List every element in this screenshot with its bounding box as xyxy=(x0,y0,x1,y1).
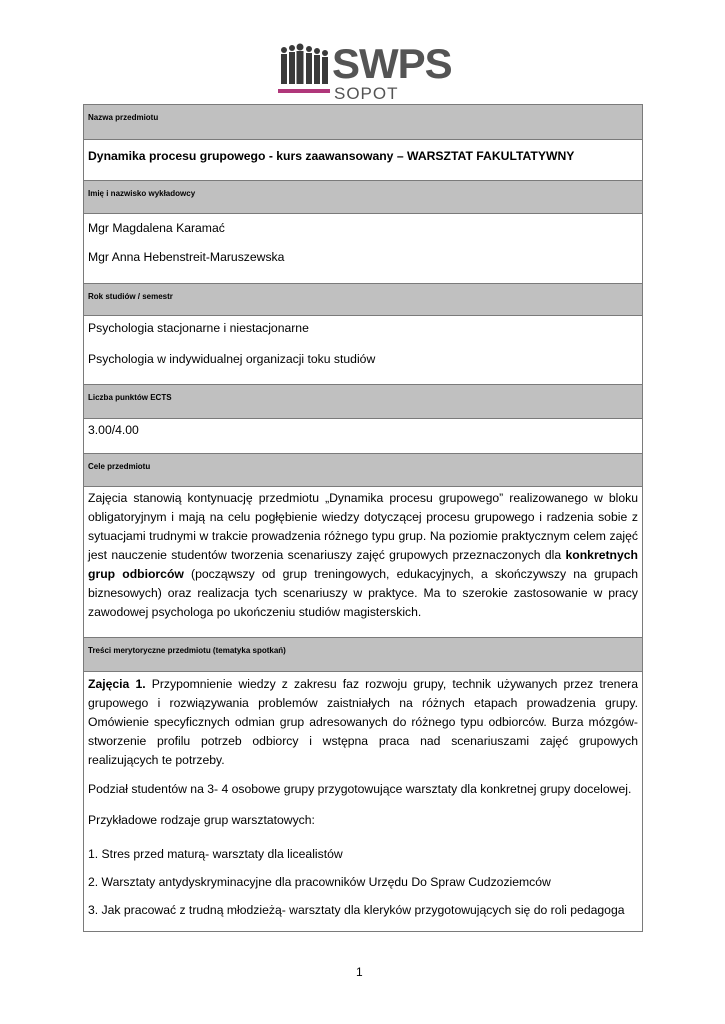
people-logo-icon xyxy=(278,42,332,90)
examples-intro: Przykładowe rodzaje grup warsztatowych: xyxy=(88,813,315,827)
logo-city: SOPOT xyxy=(334,84,399,103)
content-header: Treści merytoryczne przedmiotu (tematyka spotkań) xyxy=(84,637,642,672)
subject-value: Dynamika procesu grupowego - kurs zaawansowany – WARSZTAT FAKULTATYWNY xyxy=(88,149,575,163)
year-header: Rok studiów / semestr xyxy=(84,283,642,316)
class-1-text: Zajęcia 1. Przypomnienie wiedzy z zakresu faz rozwoju grupy, technik używanych przez trenera grupowego i rozwiązywania problemów zaistniałych na różnych etapach prowadzenia grupy. Omówienie specyficznych odmian grup adresowanych do różnego typu odbiorców. Burza mózgów- stworzenie profilu potrzeb odbiorcy i wstępna praca nad scenariuszami zajęć grupowych realizujących te potrzeby. xyxy=(88,677,638,767)
syllabus-table xyxy=(83,104,643,932)
ects-header: Liczba punktów ECTS xyxy=(84,384,642,419)
goals-header: Cele przedmiotu xyxy=(84,453,642,487)
logo-text: SWPS xyxy=(332,40,452,87)
lecturer-2: Mgr Anna Hebenstreit-Maruszewska xyxy=(88,250,285,264)
split-text: Podział studentów na 3- 4 osobowe grupy przygotowujące warsztaty dla konkretnej grupy docelowej. xyxy=(88,782,632,796)
logo-accent-bar xyxy=(278,89,330,93)
subject-header: Nazwa przedmiotu xyxy=(84,105,642,140)
year-1: Psychologia stacjonarne i niestacjonarne xyxy=(88,321,309,335)
lecturer-1: Mgr Magdalena Karamać xyxy=(88,221,225,235)
page-number: 1 xyxy=(356,965,363,979)
example-item: 2. Warsztaty antydyskryminacyjne dla pracowników Urzędu Do Spraw Cudzoziemców xyxy=(88,875,551,889)
lecturer-header: Imię i nazwisko wykładowcy xyxy=(84,180,642,214)
swps-logo xyxy=(278,42,450,104)
example-item: 3. Jak pracować z trudną młodzieżą- warsztaty dla kleryków przygotowujących się do roli pedagoga xyxy=(88,903,625,917)
ects-value: 3.00/4.00 xyxy=(88,423,139,437)
example-item: 1. Stres przed maturą- warsztaty dla licealistów xyxy=(88,847,343,861)
year-2: Psychologia w indywidualnej organizacji toku studiów xyxy=(88,352,376,366)
goals-text: Zajęcia stanowią kontynuację przedmiotu „Dynamika procesu grupowego” realizowanego w bloku obligatoryjnym i mają na celu pogłębienie wiedzy dotyczącej procesu grupowego i radzenia sobie z sytuacjami trudnymi w trakcie prowadzenia różnego typu grup. Na poziomie praktycznym celem zajęć jest nauczenie studentów tworzenia scenariuszy zajęć grupowych przeznaczonych dla konkretnych grup odbiorców (począwszy od grup treningowych, edukacyjnych, a skończywszy na grupach biznesowych) oraz realizacja tych scenariuszy w praktyce. Ma to szerokie zastosowanie w pracy zawodowej psychologa po ukończeniu studiów magisterskich. xyxy=(88,491,639,619)
